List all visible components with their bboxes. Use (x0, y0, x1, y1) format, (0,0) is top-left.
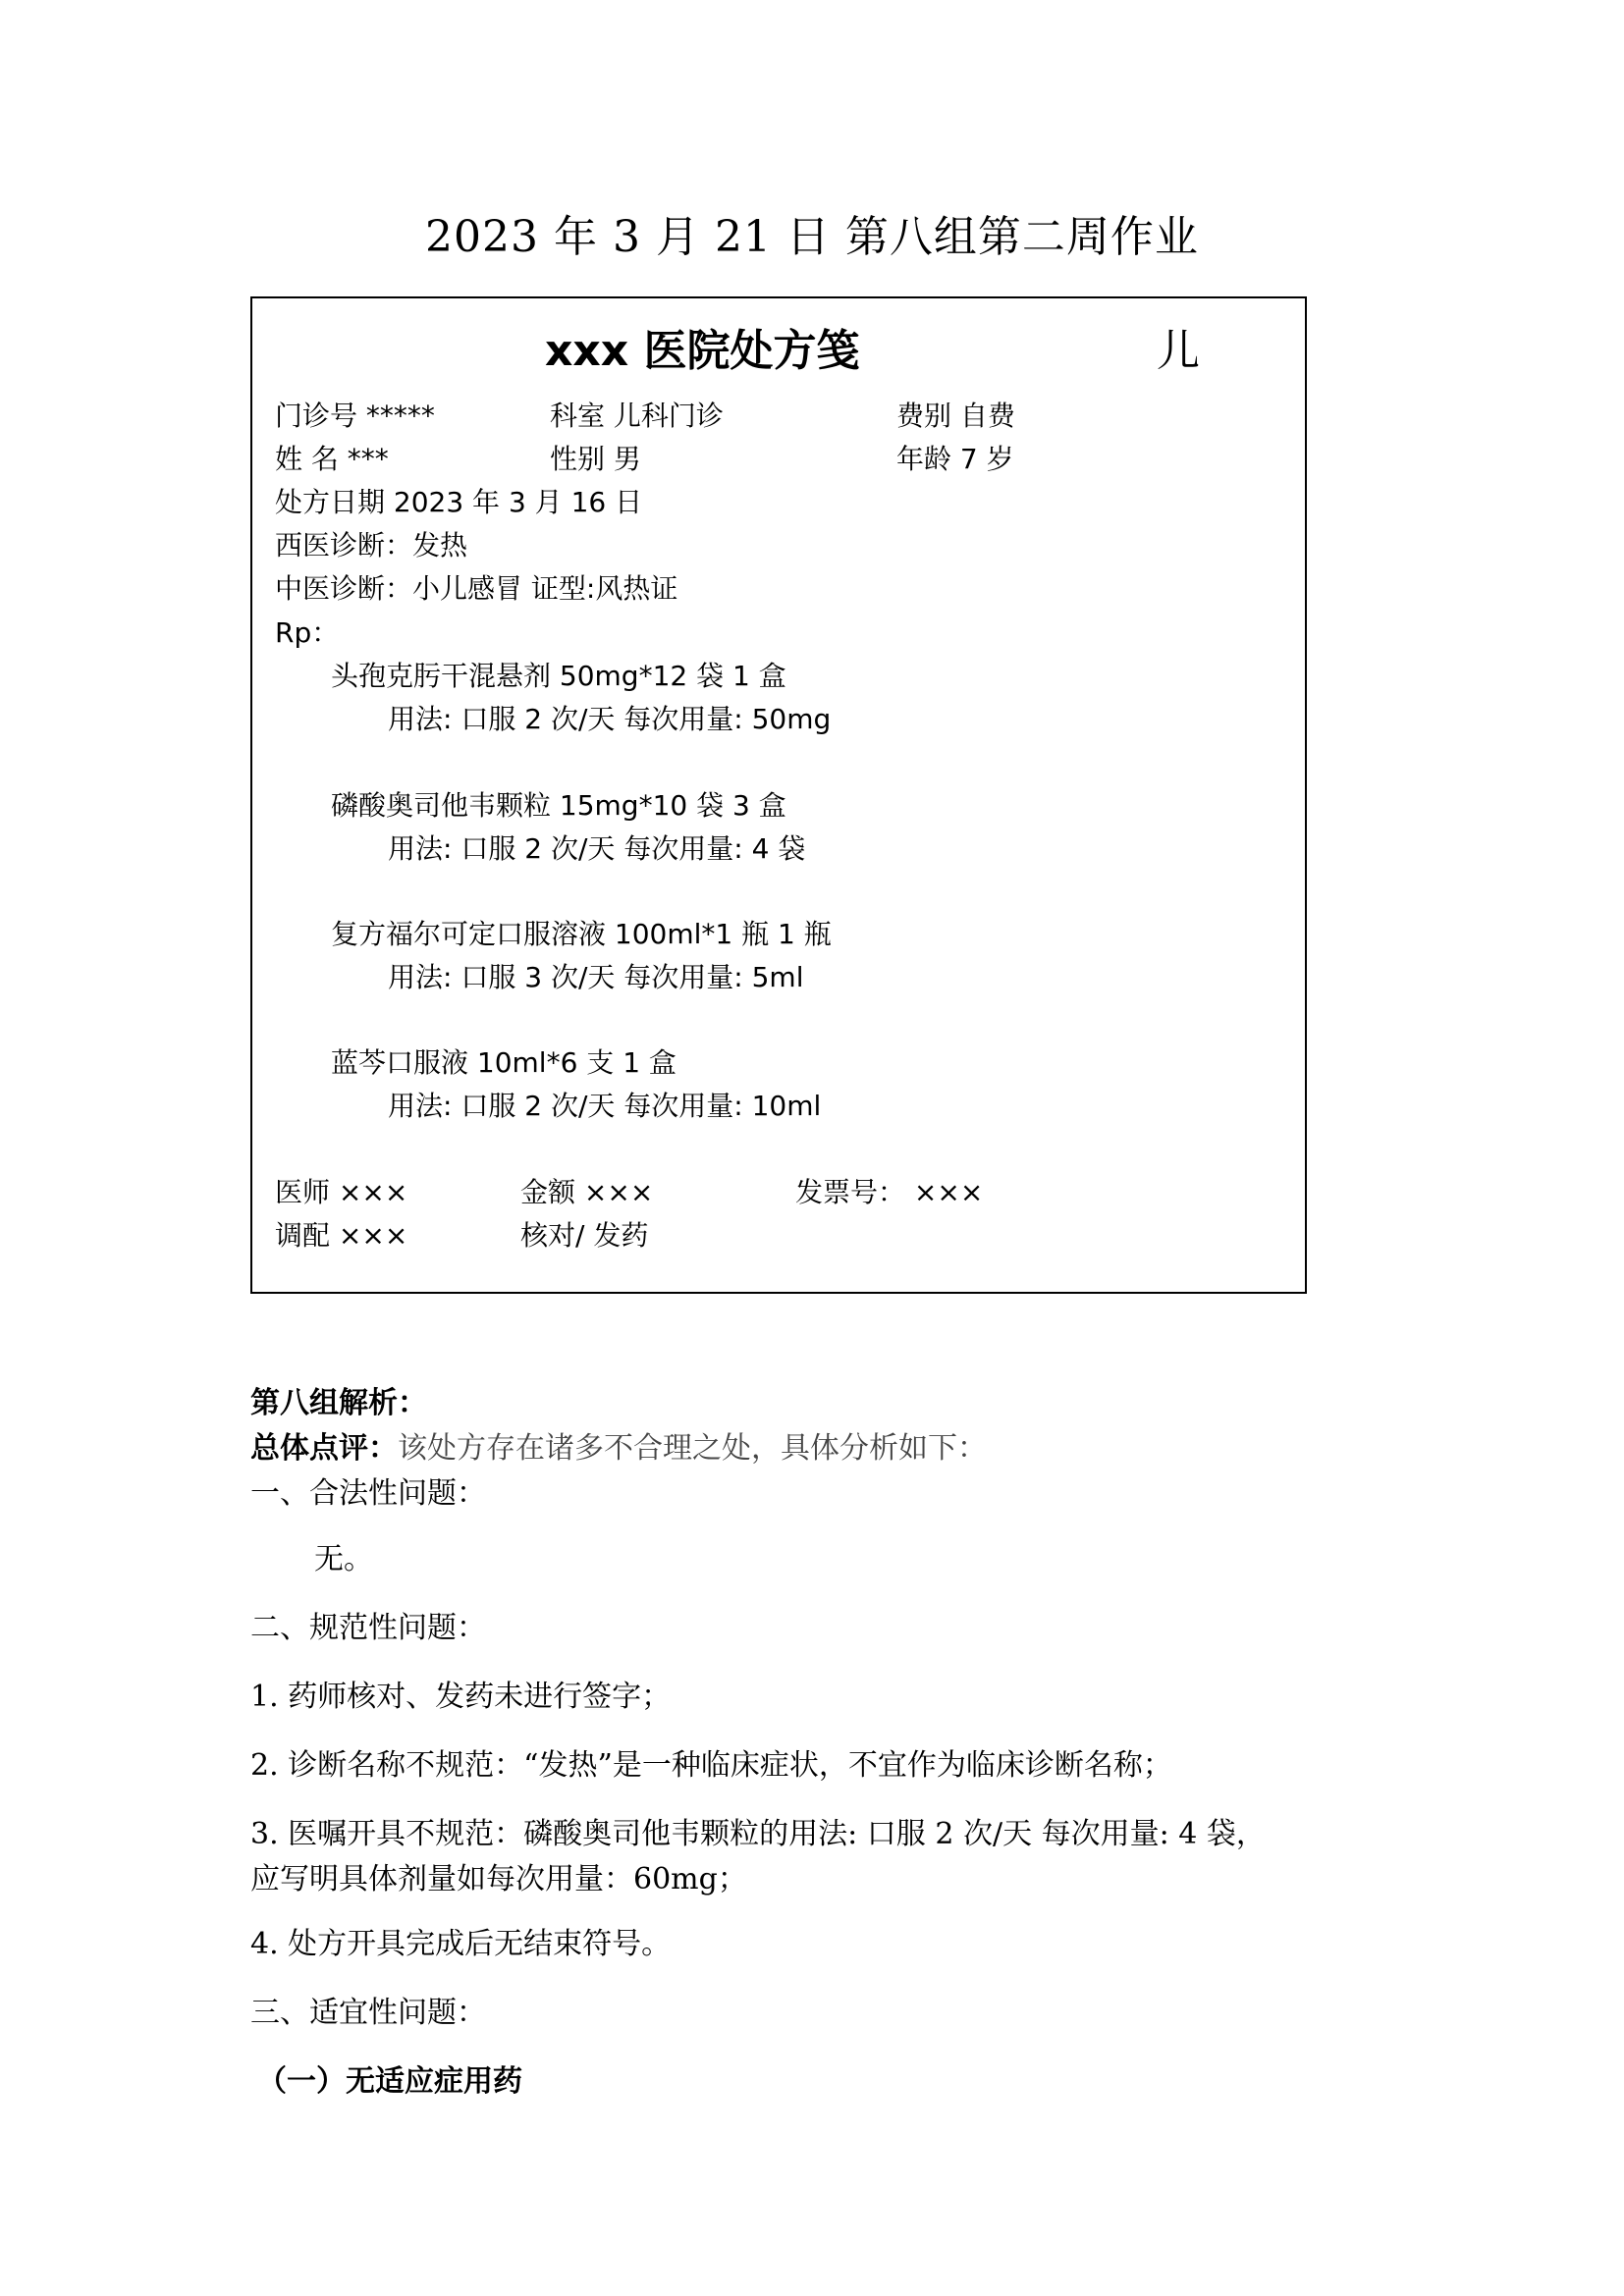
patient-age: 年龄 7 岁 (896, 443, 1014, 475)
issue-item: 4. 处方开具完成后无结束符号。 (250, 1927, 672, 1961)
analysis-heading: 第八组解析： (250, 1386, 427, 1420)
issue-item: 3. 医嘱开具不规范：磷酸奥司他韦颗粒的用法: 口服 2 次/天 每次用量: 4 袋， (250, 1817, 1266, 1851)
prescription-date: 处方日期 2023 年 3 月 16 日 (275, 486, 643, 518)
drug-usage: 用法: 口服 2 次/天 每次用量: 4 袋 (388, 832, 806, 865)
drug-name: 头孢克肟干混悬剂 50mg*12 袋 1 盒 (331, 660, 786, 692)
invoice-number: 发票号： ××× (795, 1176, 984, 1208)
summary (250, 1428, 987, 1469)
drug-usage: 用法: 口服 2 次/天 每次用量: 50mg (388, 703, 832, 735)
tcm-diagnosis: 中医诊断：小儿感冒 证型:风热证 (275, 572, 678, 605)
issue-item: 1. 药师核对、发药未进行签字； (250, 1680, 672, 1714)
drug-name: 磷酸奥司他韦颗粒 15mg*10 袋 3 盒 (331, 789, 786, 822)
drug-name: 蓝芩口服液 10ml*6 支 1 盒 (331, 1046, 677, 1079)
western-diagnosis: 西医诊断：发热 (275, 529, 468, 561)
drug-name: 复方福尔可定口服溶液 100ml*1 瓶 1 瓶 (331, 918, 832, 950)
dispenser-signature: 调配 ××× (275, 1219, 408, 1252)
patient-name: 姓 名 *** (275, 443, 389, 475)
drug-usage: 用法: 口服 3 次/天 每次用量: 5ml (388, 961, 804, 993)
clinic-number: 门诊号 ***** (275, 400, 435, 432)
fee-type: 费别 自费 (896, 400, 1015, 432)
subsection-title: （一）无适应症用药 (257, 2064, 522, 2099)
section-title-standard: 二、规范性问题： (250, 1611, 486, 1645)
page-title: 2023 年 3 月 21 日 第八组第二周作业 (425, 212, 1199, 262)
section-title-legality: 一、合法性问题： (250, 1476, 486, 1511)
amount: 金额 ××× (520, 1176, 654, 1208)
section-title-suitability: 三、适宜性问题： (250, 1996, 486, 2030)
summary-text: 该处方存在诸多不合理之处，具体分析如下： (398, 1431, 987, 1466)
department: 科室 儿科门诊 (550, 400, 724, 432)
prescription-title: xxx 医院处方笺 (545, 326, 860, 376)
check-dispense: 核对/ 发药 (520, 1219, 649, 1252)
drug-usage: 用法: 口服 2 次/天 每次用量: 10ml (388, 1090, 822, 1122)
patient-sex: 性别 男 (550, 443, 641, 475)
pediatric-mark: 儿 (1157, 326, 1200, 376)
summary-label: 总体点评： (250, 1431, 398, 1466)
issue-item: 2. 诊断名称不规范：“发热”是一种临床症状，不宜作为临床诊断名称； (250, 1748, 1172, 1783)
issue-item-continued: 应写明具体剂量如每次用量：60mg； (250, 1862, 747, 1896)
section-body-legality: 无。 (314, 1542, 373, 1576)
doctor-signature: 医师 ××× (275, 1176, 408, 1208)
rp-label: Rp： (275, 616, 340, 649)
